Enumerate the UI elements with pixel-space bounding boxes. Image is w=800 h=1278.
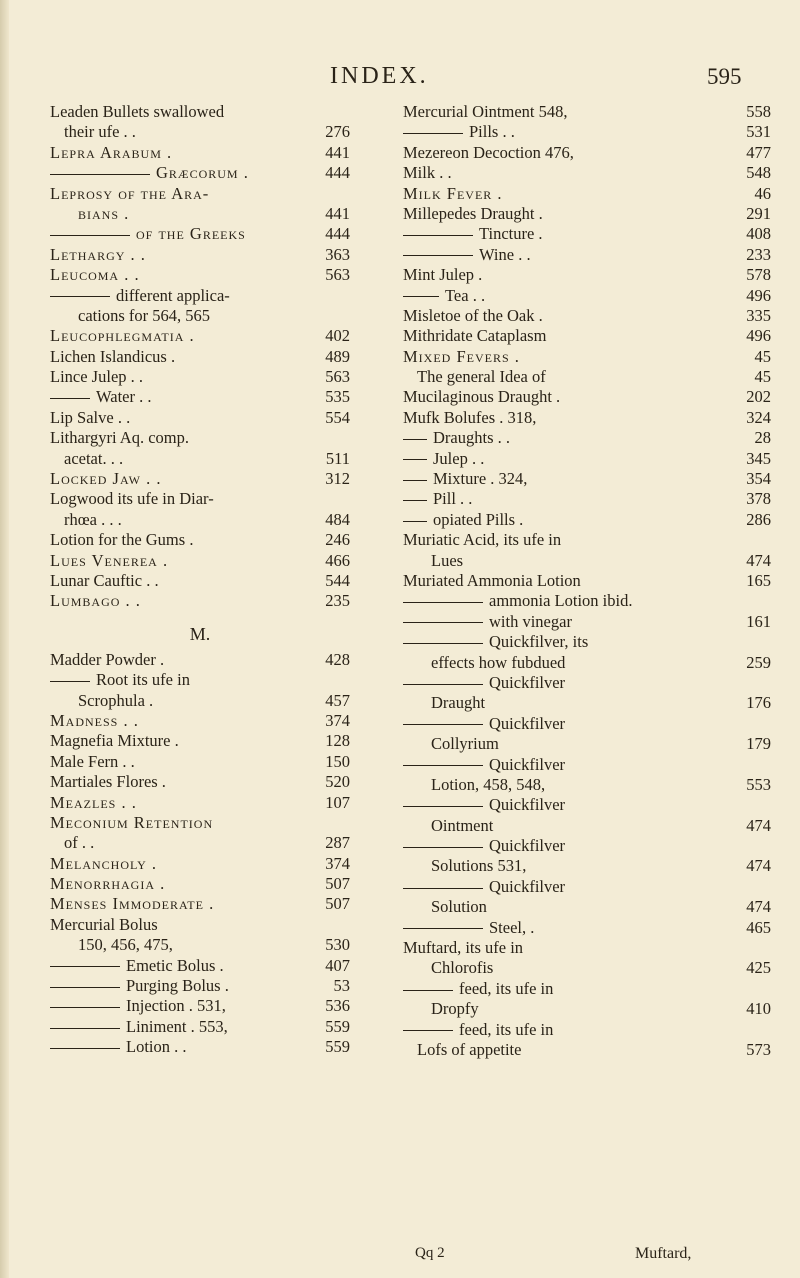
entry-text: Madness . . (50, 710, 139, 730)
entry-page-ref: 45 (754, 346, 771, 366)
index-entry (50, 449, 350, 469)
index-entry (403, 428, 771, 448)
index-entry (403, 163, 771, 183)
ditto-rule (403, 1030, 453, 1031)
page-spine-shadow (0, 0, 9, 1278)
entry-text: 150, 456, 475, (78, 935, 173, 955)
index-entry (403, 673, 771, 693)
entry-page-ref: 53 (333, 976, 350, 996)
entry-page-ref: 559 (325, 1037, 350, 1057)
entry-page-ref: 324 (746, 407, 771, 427)
entry-page-ref: 553 (746, 774, 771, 794)
index-entry (50, 1037, 350, 1057)
index-column-right (403, 102, 771, 1060)
entry-text: Lues Venerea . (50, 550, 169, 570)
index-entry (50, 894, 350, 914)
entry-text: Lotion, 458, 548, (431, 774, 546, 794)
entry-page-ref: 354 (746, 469, 771, 489)
entry-text: Collyrium (431, 734, 499, 754)
index-entry (403, 918, 771, 938)
entry-text: Mithridate Cataplasm (403, 326, 547, 346)
index-entry (50, 163, 350, 183)
index-entry (403, 714, 771, 734)
index-entry (50, 854, 350, 874)
entry-page-ref: 276 (325, 122, 350, 142)
entry-text: Mucilaginous Draught . (403, 387, 561, 407)
entry-text: Mixed Fevers . (403, 346, 520, 366)
entry-text: Misletoe of the Oak . (403, 305, 543, 325)
entry-text: Menorrhagia . (50, 874, 166, 894)
index-entry (403, 224, 771, 244)
entry-page-ref: 246 (325, 530, 350, 550)
entry-page-ref: 150 (325, 751, 350, 771)
index-entry (50, 551, 350, 571)
entry-text: Solution (431, 897, 487, 917)
index-entry (403, 449, 771, 469)
index-entry (403, 530, 771, 550)
entry-text: Leaden Bullets swallowed (50, 102, 225, 121)
ditto-rule (403, 521, 427, 522)
entry-page-ref: 287 (325, 833, 350, 853)
entry-text: Chlorofis (431, 958, 494, 978)
index-entry (50, 711, 350, 731)
entry-text: cations for 564, 565 (78, 305, 210, 325)
ditto-rule (50, 235, 130, 236)
index-entry (403, 653, 771, 673)
index-entry (403, 184, 771, 204)
entry-text: Menses Immoderate . (50, 894, 215, 914)
index-entry (50, 408, 350, 428)
index-entry (50, 245, 350, 265)
entry-text: Purging Bolus . (126, 976, 229, 996)
index-entry (50, 670, 350, 690)
entry-text: Melancholy . (50, 853, 158, 873)
ditto-rule (50, 987, 120, 988)
running-head (0, 63, 800, 93)
entry-page-ref: 531 (746, 122, 771, 142)
entry-text: Injection . 531, (126, 996, 226, 1016)
index-entry (403, 836, 771, 856)
index-entry (50, 367, 350, 387)
entry-page-ref: 107 (325, 792, 350, 812)
entry-text: Mufk Bolufes . 318, (403, 407, 537, 427)
entry-page-ref: 559 (325, 1016, 350, 1036)
ditto-rule (403, 765, 483, 766)
ditto-rule (403, 990, 453, 991)
entry-page-ref: 374 (325, 853, 350, 873)
index-entry (403, 367, 771, 387)
entry-text: of the Greeks (136, 224, 246, 244)
index-entry (403, 347, 771, 367)
ditto-rule (50, 296, 110, 297)
ditto-rule (403, 724, 483, 725)
index-entry (403, 204, 771, 224)
index-entry (403, 571, 771, 591)
index-entry (50, 489, 350, 509)
entry-text: Milk . . (403, 163, 452, 183)
entry-page-ref: 161 (746, 611, 771, 631)
index-entry (403, 408, 771, 428)
index-entry (50, 122, 350, 142)
index-entry (403, 693, 771, 713)
entry-page-ref: 233 (746, 244, 771, 264)
entry-page-ref: 477 (746, 142, 771, 162)
entry-text: Scrophula . (78, 690, 154, 710)
entry-page-ref: 441 (325, 203, 350, 223)
index-entry (403, 632, 771, 652)
index-entry (403, 143, 771, 163)
ditto-rule (50, 1048, 120, 1049)
entry-text: Lotion . . (126, 1037, 187, 1057)
entry-text: Quickfilver (489, 795, 566, 815)
index-entry (50, 265, 350, 285)
entry-text: Emetic Bolus . (126, 955, 224, 975)
entry-text: Lince Julep . . (50, 367, 144, 387)
entry-page-ref: 520 (325, 772, 350, 792)
entry-page-ref: 235 (325, 591, 350, 611)
entry-text: Pills . . (469, 122, 515, 142)
ditto-rule (403, 806, 483, 807)
index-entry (50, 224, 350, 244)
entry-page-ref: 402 (325, 326, 350, 346)
index-entry (403, 816, 771, 836)
index-entry (403, 122, 771, 142)
entry-text: Mint Julep . (403, 265, 483, 285)
index-entry (403, 551, 771, 571)
entry-page-ref: 444 (325, 163, 350, 183)
entry-page-ref: 484 (325, 509, 350, 529)
index-entry (403, 1020, 771, 1040)
entry-page-ref: 578 (746, 265, 771, 285)
entry-text: opiated Pills . (433, 509, 524, 529)
entry-page-ref: 544 (325, 570, 350, 590)
entry-text: Root its ufe in (96, 670, 190, 690)
entry-text: effects how fubdued (431, 652, 566, 672)
entry-text: Lunar Cauftic . . (50, 570, 159, 590)
entry-page-ref: 474 (746, 815, 771, 835)
entry-text: Milk Fever . (403, 183, 503, 203)
entry-text: Muriated Ammonia Lotion (403, 570, 581, 590)
index-entry (403, 795, 771, 815)
entry-text: Martiales Flores . (50, 772, 166, 792)
index-entry (403, 591, 771, 611)
index-letter-heading (50, 612, 350, 650)
entry-page-ref: 45 (754, 367, 771, 387)
entry-text: with vinegar (489, 611, 572, 631)
index-entry (50, 956, 350, 976)
entry-page-ref: 466 (325, 550, 350, 570)
index-entry (50, 1017, 350, 1037)
entry-text: Lumbago . . (50, 591, 141, 611)
entry-page-ref: 558 (746, 102, 771, 121)
index-entry (403, 612, 771, 632)
index-entry (50, 591, 350, 611)
entry-page-ref: 465 (746, 917, 771, 937)
index-entry (50, 286, 350, 306)
entry-text: Quickfilver (489, 754, 566, 774)
index-entry (50, 935, 350, 955)
index-entry (50, 306, 350, 326)
index-entry (403, 469, 771, 489)
entry-text: Water . . (96, 387, 152, 407)
index-entry (50, 691, 350, 711)
entry-page-ref: 474 (746, 550, 771, 570)
entry-text: Quickfilver (489, 672, 566, 692)
entry-text: Mercurial Bolus (50, 914, 158, 934)
index-entry (403, 245, 771, 265)
entry-page-ref: 573 (746, 1039, 771, 1059)
entry-page-ref: 507 (325, 894, 350, 914)
entry-text: Leprosy of the Ara- (50, 183, 210, 203)
entry-page-ref: 363 (325, 244, 350, 264)
entry-text: Logwood its ufe in Diar- (50, 489, 214, 509)
ditto-rule (403, 296, 439, 297)
entry-text: Quickfilver, its (489, 632, 589, 652)
index-entry (403, 306, 771, 326)
entry-page-ref: 374 (325, 710, 350, 730)
entry-text: Lip Salve . . (50, 407, 131, 427)
entry-page-ref: 496 (746, 326, 771, 346)
ditto-rule (403, 622, 483, 623)
index-entry (403, 856, 771, 876)
index-column-left (50, 102, 350, 1058)
entry-page-ref: 312 (325, 469, 350, 489)
entry-page-ref: 28 (754, 428, 771, 448)
ditto-rule (403, 500, 427, 501)
index-entry (403, 734, 771, 754)
entry-text: Locked Jaw . . (50, 469, 162, 489)
ditto-rule (403, 888, 483, 889)
index-entry (50, 976, 350, 996)
entry-text: Lotion for the Gums . (50, 530, 194, 550)
entry-text: Steel, . (489, 917, 535, 937)
entry-text: Meazles . . (50, 792, 137, 812)
ditto-rule (50, 1028, 120, 1029)
entry-text: The general Idea of (417, 367, 546, 387)
entry-text: of . . (64, 833, 95, 853)
ditto-rule (50, 398, 90, 399)
entry-page-ref: 425 (746, 958, 771, 978)
entry-page-ref: 378 (746, 489, 771, 509)
entry-text: Lethargy . . (50, 244, 146, 264)
entry-text: Leucophlegmatia . (50, 326, 195, 346)
ditto-rule (403, 928, 483, 929)
entry-page-ref: 507 (325, 874, 350, 894)
entry-text: ammonia Lotion ibid. (489, 591, 633, 611)
ditto-rule (403, 459, 427, 460)
header-title: INDEX. (330, 63, 429, 89)
index-entry (403, 1040, 771, 1060)
entry-text: Mercurial Ointment 548, (403, 102, 568, 121)
entry-text: acetat. . . (64, 448, 124, 468)
ditto-rule (50, 1007, 120, 1008)
entry-page-ref: 489 (325, 346, 350, 366)
entry-text: Pill . . (433, 489, 473, 509)
index-entry (50, 326, 350, 346)
entry-page-ref: 345 (746, 448, 771, 468)
catchword: Muftard, (635, 1245, 692, 1262)
entry-page-ref: 428 (325, 649, 350, 669)
ditto-rule (50, 681, 90, 682)
entry-text: Lithargyri Aq. comp. (50, 428, 190, 448)
entry-page-ref: 165 (746, 570, 771, 590)
ditto-rule (403, 255, 473, 256)
entry-text: Draughts . . (433, 428, 510, 448)
entry-page-ref: 46 (754, 183, 771, 203)
ditto-rule (403, 684, 483, 685)
entry-text: Julep . . (433, 448, 485, 468)
index-entry (50, 650, 350, 670)
page-number: 595 (707, 64, 742, 89)
entry-text: Magnefia Mixture . (50, 731, 179, 751)
entry-page-ref: 496 (746, 285, 771, 305)
entry-text: Madder Powder . (50, 649, 165, 669)
ditto-rule (403, 439, 427, 440)
entry-text: Græcorum . (156, 163, 249, 183)
index-entry (50, 469, 350, 489)
entry-page-ref: 128 (325, 731, 350, 751)
index-entry (403, 877, 771, 897)
entry-page-ref: 474 (746, 856, 771, 876)
index-entry (50, 752, 350, 772)
ditto-rule (403, 480, 427, 481)
index-entry (403, 897, 771, 917)
index-entry (50, 143, 350, 163)
entry-page-ref: 535 (325, 387, 350, 407)
entry-text: Millepedes Draught . (403, 203, 543, 223)
index-entry (403, 265, 771, 285)
entry-page-ref: 202 (746, 387, 771, 407)
entry-page-ref: 441 (325, 142, 350, 162)
index-entry (403, 979, 771, 999)
entry-page-ref: 286 (746, 509, 771, 529)
entry-text: different applica- (116, 285, 230, 305)
entry-page-ref: 563 (325, 367, 350, 387)
ditto-rule (50, 966, 120, 967)
entry-text: Tea . . (445, 285, 486, 305)
entry-page-ref: 179 (746, 734, 771, 754)
entry-page-ref: 511 (325, 448, 350, 468)
index-entry (403, 286, 771, 306)
ditto-rule (50, 174, 150, 175)
entry-text: Leucoma . . (50, 265, 140, 285)
ditto-rule (403, 133, 463, 134)
entry-text: bians . (78, 203, 130, 223)
index-entry (50, 428, 350, 448)
entry-text: Mezereon Decoction 476, (403, 142, 574, 162)
index-entry (50, 772, 350, 792)
entry-text: Quickfilver (489, 713, 566, 733)
entry-text: Muftard, its ufe in (403, 938, 524, 958)
entry-text: Draught (431, 693, 486, 713)
entry-page-ref: 335 (746, 305, 771, 325)
entry-text: their ufe . . (64, 122, 136, 142)
ditto-rule (403, 235, 473, 236)
entry-page-ref: 474 (746, 897, 771, 917)
entry-text: feed, its ufe in (459, 978, 554, 998)
index-entry (50, 530, 350, 550)
entry-page-ref: 408 (746, 224, 771, 244)
entry-text: Solutions 531, (431, 856, 527, 876)
index-entry (50, 204, 350, 224)
entry-page-ref: 407 (325, 955, 350, 975)
entry-page-ref: 536 (325, 996, 350, 1016)
index-entry (50, 347, 350, 367)
ditto-rule (403, 602, 483, 603)
entry-text: Lofs of appetite (417, 1039, 522, 1059)
entry-text: Dropfy (431, 999, 479, 1019)
index-entry (403, 775, 771, 795)
signature-mark: Qq 2 (415, 1245, 445, 1261)
entry-text: Tincture . (479, 224, 543, 244)
entry-text: Quickfilver (489, 876, 566, 896)
entry-text: Lues (431, 550, 464, 570)
entry-text: Wine . . (479, 244, 531, 264)
entry-page-ref: 554 (325, 407, 350, 427)
entry-text: Lichen Islandicus . (50, 346, 176, 366)
index-entry (50, 793, 350, 813)
ditto-rule (403, 643, 483, 644)
index-entry (50, 571, 350, 591)
index-entry (50, 510, 350, 530)
entry-page-ref: 457 (325, 690, 350, 710)
index-entry (403, 958, 771, 978)
entry-text: M. (189, 623, 211, 644)
index-entry (403, 999, 771, 1019)
entry-page-ref: 291 (746, 203, 771, 223)
entry-page-ref: 259 (746, 652, 771, 672)
entry-text: Meconium Retention (50, 812, 214, 832)
index-entry (50, 813, 350, 833)
index-entry (403, 326, 771, 346)
entry-text: Male Fern . . (50, 751, 135, 771)
entry-text: rhœa . . . (64, 509, 122, 529)
index-entry (50, 184, 350, 204)
entry-page-ref: 444 (325, 224, 350, 244)
entry-text: Muriatic Acid, its ufe in (403, 530, 562, 550)
index-entry (50, 833, 350, 853)
index-entry (403, 489, 771, 509)
entry-text: Ointment (431, 815, 494, 835)
index-entry (403, 387, 771, 407)
ditto-rule (403, 847, 483, 848)
entry-page-ref: 410 (746, 999, 771, 1019)
index-entry (403, 755, 771, 775)
entry-text: Mixture . 324, (433, 469, 528, 489)
index-entry (50, 996, 350, 1016)
entry-text: feed, its ufe in (459, 1019, 554, 1039)
index-entry (50, 874, 350, 894)
index-entry (50, 102, 350, 122)
index-entry (50, 731, 350, 751)
entry-text: Lepra Arabum . (50, 142, 173, 162)
entry-page-ref: 530 (325, 935, 350, 955)
index-entry (403, 938, 771, 958)
entry-text: Quickfilver (489, 836, 566, 856)
entry-page-ref: 548 (746, 163, 771, 183)
index-entry (50, 915, 350, 935)
index-entry (403, 102, 771, 122)
index-entry (50, 387, 350, 407)
entry-text: Liniment . 553, (126, 1016, 228, 1036)
entry-page-ref: 563 (325, 265, 350, 285)
entry-page-ref: 176 (746, 693, 771, 713)
index-entry (403, 510, 771, 530)
